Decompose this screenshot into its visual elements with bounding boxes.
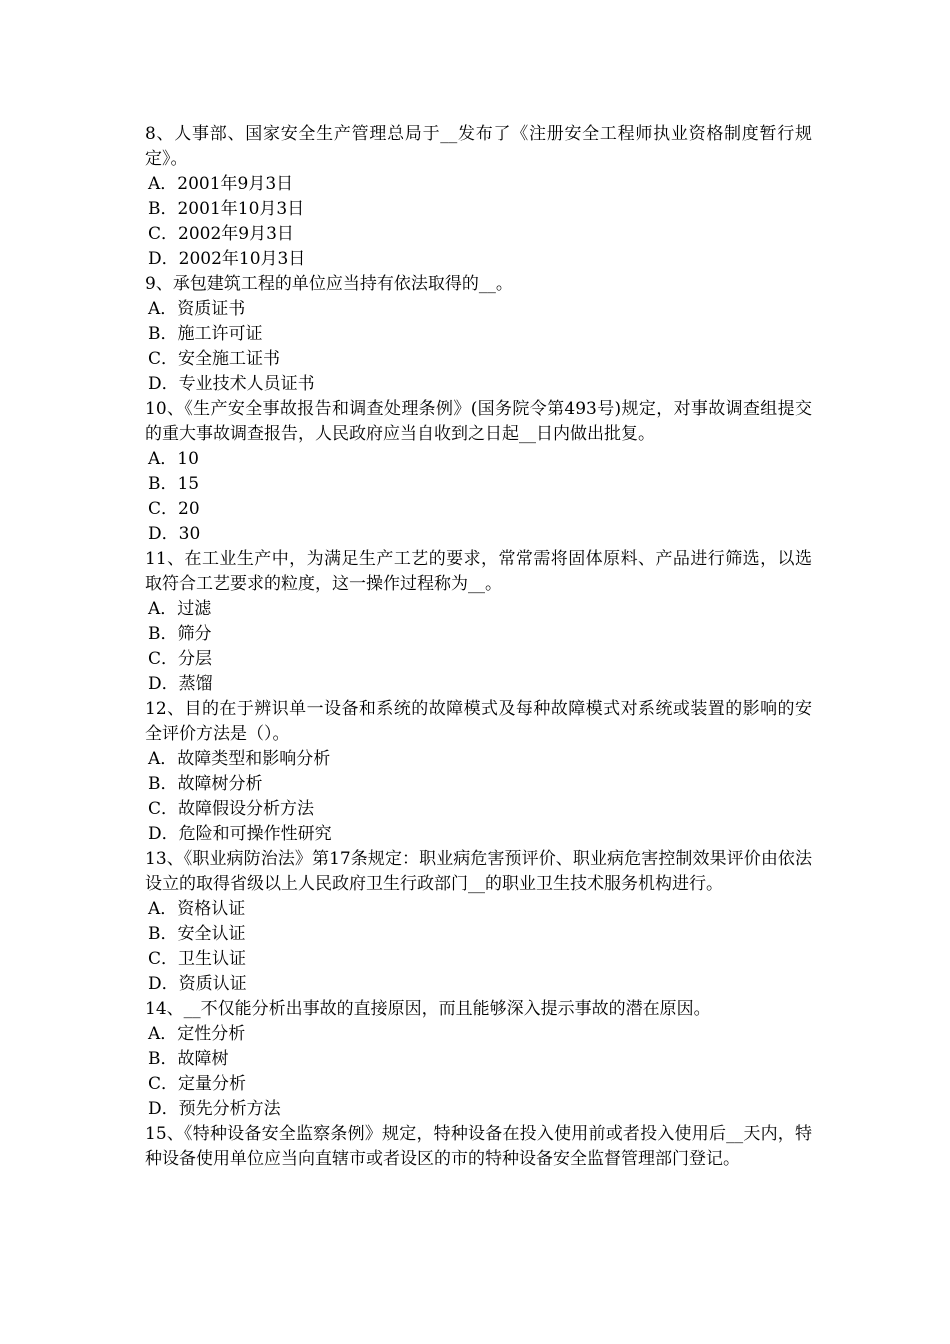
option-c: C．故障假设分析方法 — [148, 799, 315, 819]
option-a: A．故障类型和影响分析 — [148, 749, 331, 769]
question-12 — [145, 697, 812, 847]
option-d: D．专业技术人员证书 — [148, 374, 315, 394]
option-b: B．安全认证 — [148, 924, 246, 944]
option-d: D．蒸馏 — [148, 674, 213, 694]
option-b: B．故障树分析 — [148, 774, 263, 794]
question-11 — [145, 547, 812, 697]
option-a: A．10 — [148, 449, 199, 469]
option-b: B．筛分 — [148, 624, 212, 644]
question-9 — [145, 272, 812, 397]
option-d: D．危险和可操作性研究 — [148, 824, 332, 844]
question-stem: 10、《生产安全事故报告和调查处理条例》(国务院令第493号)规定，对事故调查组提交的重大事故调查报告，人民政府应当自收到之日起__日内做出批复。 — [145, 399, 812, 444]
option-b: B．15 — [148, 474, 200, 494]
question-8 — [145, 122, 812, 272]
option-c: C．分层 — [148, 649, 213, 669]
option-d: D．2002年10月3日 — [148, 249, 306, 269]
option-c: C．安全施工证书 — [148, 349, 281, 369]
option-c: C．定量分析 — [148, 1074, 247, 1094]
option-b: B．2001年10月3日 — [148, 199, 305, 219]
option-a: A．资格认证 — [148, 899, 246, 919]
question-stem: 12、目的在于辨识单一设备和系统的故障模式及每种故障模式对系统或装置的影响的安全评价方法是（）。 — [145, 699, 812, 744]
option-d: D．预先分析方法 — [148, 1099, 281, 1119]
question-stem: 9、承包建筑工程的单位应当持有依法取得的__。 — [145, 274, 513, 294]
question-stem: 11、在工业生产中，为满足生产工艺的要求，常常需将固体原料、产品进行筛选，以选取符合工艺要求的粒度，这一操作过程称为__。 — [145, 549, 812, 594]
option-c: C．20 — [148, 499, 200, 519]
option-d: D．30 — [148, 524, 201, 544]
option-d: D．资质认证 — [148, 974, 247, 994]
question-10 — [145, 397, 812, 547]
question-13 — [145, 847, 812, 997]
option-b: B．施工许可证 — [148, 324, 263, 344]
question-stem: 14、__不仅能分析出事故的直接原因，而且能够深入提示事故的潜在原因。 — [145, 999, 711, 1019]
question-list — [145, 122, 812, 1172]
option-c: C．卫生认证 — [148, 949, 247, 969]
question-14 — [145, 997, 812, 1122]
question-stem: 8、人事部、国家安全生产管理总局于__发布了《注册安全工程师执业资格制度暂行规定》。 — [145, 124, 812, 169]
question-stem: 13、《职业病防治法》第17条规定：职业病危害预评价、职业病危害控制效果评价由依法设立的取得省级以上人民政府卫生行政部门__的职业卫生技术服务机构进行。 — [145, 849, 812, 894]
question-stem: 15、《特种设备安全监察条例》规定，特种设备在投入使用前或者投入使用后__天内，特种设备使用单位应当向直辖市或者设区的市的特种设备安全监督管理部门登记。 — [145, 1124, 812, 1169]
option-a: A．过滤 — [148, 599, 212, 619]
option-c: C．2002年9月3日 — [148, 224, 294, 244]
option-a: A．资质证书 — [148, 299, 246, 319]
option-a: A．2001年9月3日 — [148, 174, 294, 194]
option-b: B．故障树 — [148, 1049, 229, 1069]
option-a: A．定性分析 — [148, 1024, 246, 1044]
question-15 — [145, 1122, 812, 1172]
